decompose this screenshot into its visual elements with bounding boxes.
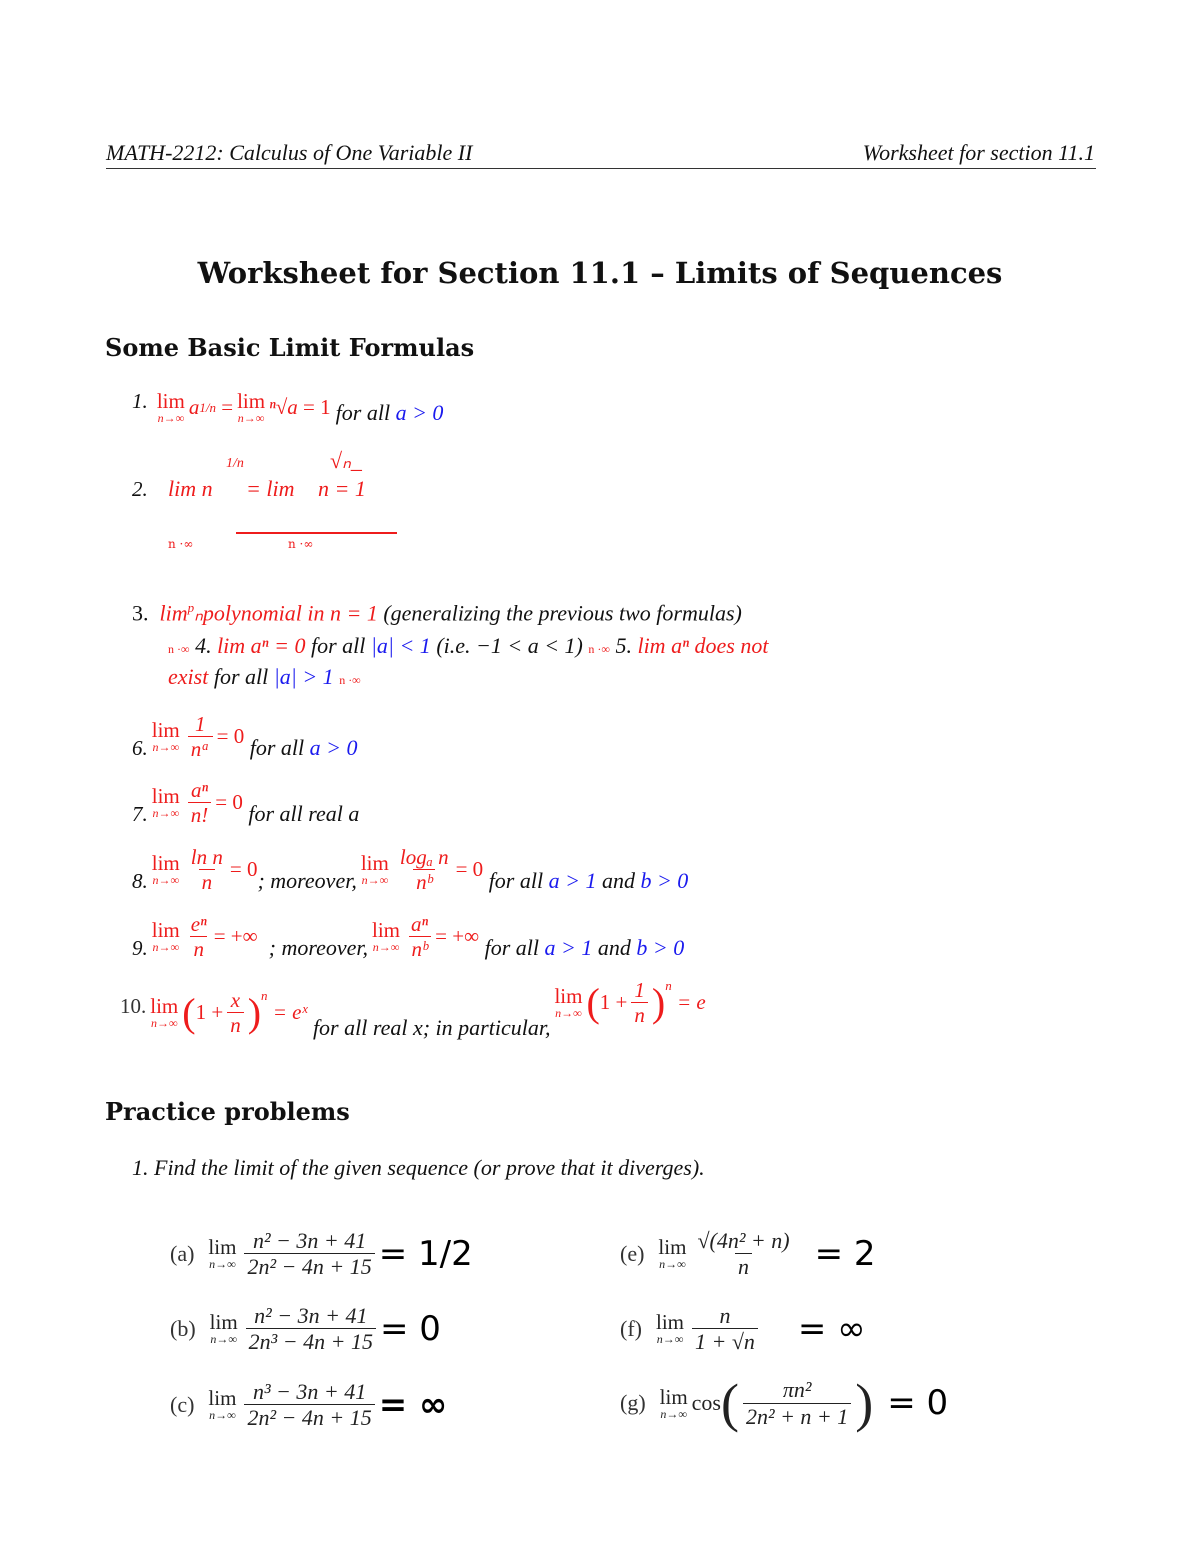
formula-2-rhs: n = 1: [318, 476, 366, 501]
formula-2-sub: n ·∞: [168, 537, 194, 551]
lim-sub: n ·∞: [168, 642, 190, 656]
lim: lim: [159, 600, 188, 626]
condition: a > 1: [544, 935, 593, 961]
condition: b > 0: [636, 935, 685, 961]
rhs: = e: [676, 990, 706, 1015]
denominator: n: [227, 1012, 244, 1037]
base: a: [188, 395, 200, 419]
lim: lim: [208, 1235, 237, 1260]
numerator: πn²: [782, 1377, 812, 1403]
lim: lim: [658, 1235, 687, 1260]
formula-2-exp: 1/n: [226, 456, 244, 471]
for-all: for all: [488, 868, 544, 894]
lim-sub: n→∞: [372, 940, 400, 955]
formula-10: 10. lim n→∞ ( 1 + $\frac{x}{n}$ ) n = eˣ for all real x; in particular, lim n→∞ ( 1 + $\frac{1}{n}$ ) n = e: [120, 978, 706, 1041]
for-all: for all: [310, 633, 366, 658]
rhs: = 0: [215, 790, 243, 815]
denominator: nᵃ: [188, 736, 213, 761]
handwritten-answer: = ∞: [378, 1384, 448, 1425]
rhs: = 0: [229, 857, 258, 882]
formula-8: [132, 845, 688, 894]
header-rule: [106, 168, 1096, 169]
formula-number: 4.: [195, 633, 212, 658]
formula-7: [132, 778, 359, 827]
denominator: 2n² + n + 1: [743, 1403, 851, 1429]
problem-label: (c): [170, 1391, 195, 1417]
lim-sub: n→∞: [656, 1332, 684, 1347]
root: ⁿ√a: [269, 395, 298, 419]
note: (i.e. −1 < a < 1): [436, 633, 583, 658]
moreover: ; moreover,: [257, 868, 357, 894]
denominator: n: [735, 1253, 752, 1279]
problem-label: (f): [620, 1315, 642, 1341]
lim-sub: n→∞: [210, 1332, 237, 1347]
formula-number: 9.: [132, 936, 148, 961]
lim-sub: n→∞: [152, 740, 180, 755]
and: and: [597, 935, 631, 961]
problem-c: [170, 1379, 447, 1431]
lim: lim: [655, 1310, 684, 1335]
numerator: eⁿ: [190, 912, 207, 936]
problem-label: (b): [170, 1315, 196, 1341]
exponent: n: [261, 988, 268, 1003]
formula-6: [132, 712, 358, 761]
handwritten-answer: = 1/2: [378, 1233, 473, 1274]
formula-2-number: 2.: [132, 477, 148, 501]
inner: 1 +: [195, 1000, 224, 1025]
numerator: n² − 3n + 41: [252, 1228, 367, 1253]
formula-number: 3.: [132, 600, 149, 626]
lim-sub: n→∞: [555, 1006, 582, 1021]
denominator: n: [631, 1002, 648, 1027]
rhs: = 0: [216, 724, 245, 749]
denominator: nᵇ: [409, 936, 431, 961]
lim: lim: [151, 784, 180, 809]
problem-g: (g) lim n→∞ cos ( $\frac{\text{πn²}}{\text{2n² + n + 1}}$ ) = 0: [620, 1373, 949, 1433]
problem-label: (g): [620, 1390, 646, 1415]
formula-number: 8.: [132, 869, 148, 894]
lim: lim: [372, 918, 401, 943]
formula-number: 5.: [615, 633, 632, 658]
practice-heading: Practice problems: [105, 1097, 350, 1126]
numerator: n: [719, 1303, 731, 1328]
denominator: 2n² − 4n + 15: [244, 1253, 374, 1279]
for-all: for all: [484, 935, 539, 961]
formula-2-mid: = lim: [246, 476, 295, 501]
problem-e: [620, 1228, 876, 1280]
formula-2-bar: [236, 532, 397, 534]
formula-4-5: [168, 633, 768, 659]
formula-number: 7.: [132, 802, 148, 827]
lim: lim: [554, 984, 583, 1009]
problem-f: [620, 1303, 866, 1355]
exponent: 1/n: [199, 399, 216, 415]
lim: lim: [156, 389, 185, 413]
lim-sub: n→∞: [660, 1406, 687, 1421]
problem-1-text: 1. Find the limit of the given sequence (or prove that it diverges).: [132, 1155, 705, 1180]
numerator: 1: [634, 978, 645, 1002]
numerator: √(4n² + n): [697, 1228, 790, 1253]
numerator: aⁿ: [190, 778, 209, 802]
for-all: for all: [249, 735, 305, 761]
numerator: 1: [194, 712, 206, 736]
denominator: n!: [188, 802, 212, 827]
numerator: logₐ n: [399, 845, 449, 869]
problem-b: [170, 1303, 441, 1355]
lim: lim: [659, 1384, 688, 1409]
handwritten-answer: = ∞: [797, 1308, 866, 1349]
equals: =: [221, 395, 234, 419]
denominator: 1 + √n: [692, 1328, 758, 1354]
formula-number: 10.: [120, 994, 147, 1019]
inner: 1 +: [599, 990, 628, 1015]
formula-5-cont: [168, 664, 361, 690]
lim-sub: n→∞: [152, 806, 180, 821]
lim: lim: [209, 1310, 238, 1335]
formula-9: [132, 912, 684, 961]
lim: lim: [150, 994, 179, 1019]
p: p: [187, 600, 195, 615]
handwritten-answer: = 0: [379, 1308, 441, 1349]
numerator: n² − 3n + 41: [254, 1303, 368, 1328]
for-all: for all: [213, 664, 269, 689]
lim: lim: [151, 918, 180, 943]
note: (generalizing the previous two formulas): [383, 600, 742, 626]
course-header: MATH-2212: Calculus of One Variable II: [106, 140, 473, 165]
numerator: ln n: [190, 845, 223, 869]
formulas-heading: Some Basic Limit Formulas: [105, 333, 475, 362]
problem-label: (e): [620, 1240, 645, 1266]
formula-2-lhs: lim n: [168, 476, 213, 501]
lim-sub: n→∞: [150, 1016, 178, 1031]
lim-sub: n ·∞: [588, 642, 610, 656]
lim-sub: n→∞: [361, 873, 389, 888]
lim: lim: [237, 389, 266, 413]
handwritten-answer: = 2: [814, 1233, 876, 1274]
lim-sub: n ·∞: [339, 673, 361, 687]
and: and: [601, 868, 635, 894]
lim: lim: [151, 851, 180, 876]
condition: a > 0: [309, 735, 358, 761]
rhs: = 1: [302, 395, 331, 419]
lim: lim: [208, 1386, 237, 1411]
rhs: = +∞: [213, 924, 258, 949]
formula-number: 1.: [132, 389, 148, 413]
condition: |a| < 1: [370, 633, 431, 658]
formula-3: [132, 600, 742, 626]
rhs: = +∞: [435, 924, 480, 949]
formula-2-root: √ₙ_: [330, 448, 362, 473]
lim-sub: n→∞: [152, 940, 180, 955]
for-all: for all: [335, 400, 391, 425]
exponent: n: [665, 978, 672, 993]
problem-label: (a): [170, 1240, 195, 1266]
lim-sub: n→∞: [209, 1408, 236, 1423]
expression: lim aⁿ does not: [637, 633, 769, 658]
moreover: ; moreover,: [268, 935, 369, 961]
formula-2-sub2: n ·∞: [288, 537, 314, 551]
handwritten-answer: = 0: [887, 1383, 949, 1423]
denominator: n: [190, 936, 207, 961]
numerator: aⁿ: [411, 912, 429, 936]
formula-1: [132, 388, 443, 424]
cos: cos: [691, 1390, 721, 1415]
denominator: 2n² − 4n + 15: [244, 1404, 374, 1430]
denominator: n: [199, 869, 216, 894]
denominator: nᵇ: [413, 869, 435, 894]
formula-number: 6.: [132, 736, 148, 761]
expression: lim aⁿ = 0: [217, 633, 306, 658]
lim-sub: n→∞: [152, 873, 180, 888]
lim-sub: n→∞: [209, 1257, 236, 1272]
condition: |a| > 1: [273, 664, 334, 689]
lim-sub: n→∞: [237, 411, 265, 425]
expression: exist: [168, 664, 209, 689]
condition: a > 1: [548, 868, 597, 894]
problem-a: [170, 1228, 473, 1280]
condition-text: for all real x; in particular,: [312, 1015, 551, 1041]
numerator: x: [230, 988, 241, 1012]
lim: lim: [151, 718, 180, 743]
section-header: Worksheet for section 11.1: [862, 140, 1095, 165]
page-title: Worksheet for Section 11.1 – Limits of Sequences: [197, 256, 1003, 290]
condition: b > 0: [640, 868, 689, 894]
condition: a > 0: [395, 400, 444, 425]
lim: lim: [360, 851, 389, 876]
expression: ₙpolynomial in n = 1: [194, 600, 378, 626]
denominator: 2n³ − 4n + 15: [246, 1328, 376, 1354]
rhs: = eˣ: [272, 1000, 308, 1025]
lim-sub: n→∞: [157, 411, 185, 425]
condition-text: for all real a: [248, 801, 360, 827]
lim-sub: n→∞: [659, 1257, 686, 1272]
rhs: = 0: [455, 857, 484, 882]
numerator: n³ − 3n + 41: [252, 1379, 367, 1404]
